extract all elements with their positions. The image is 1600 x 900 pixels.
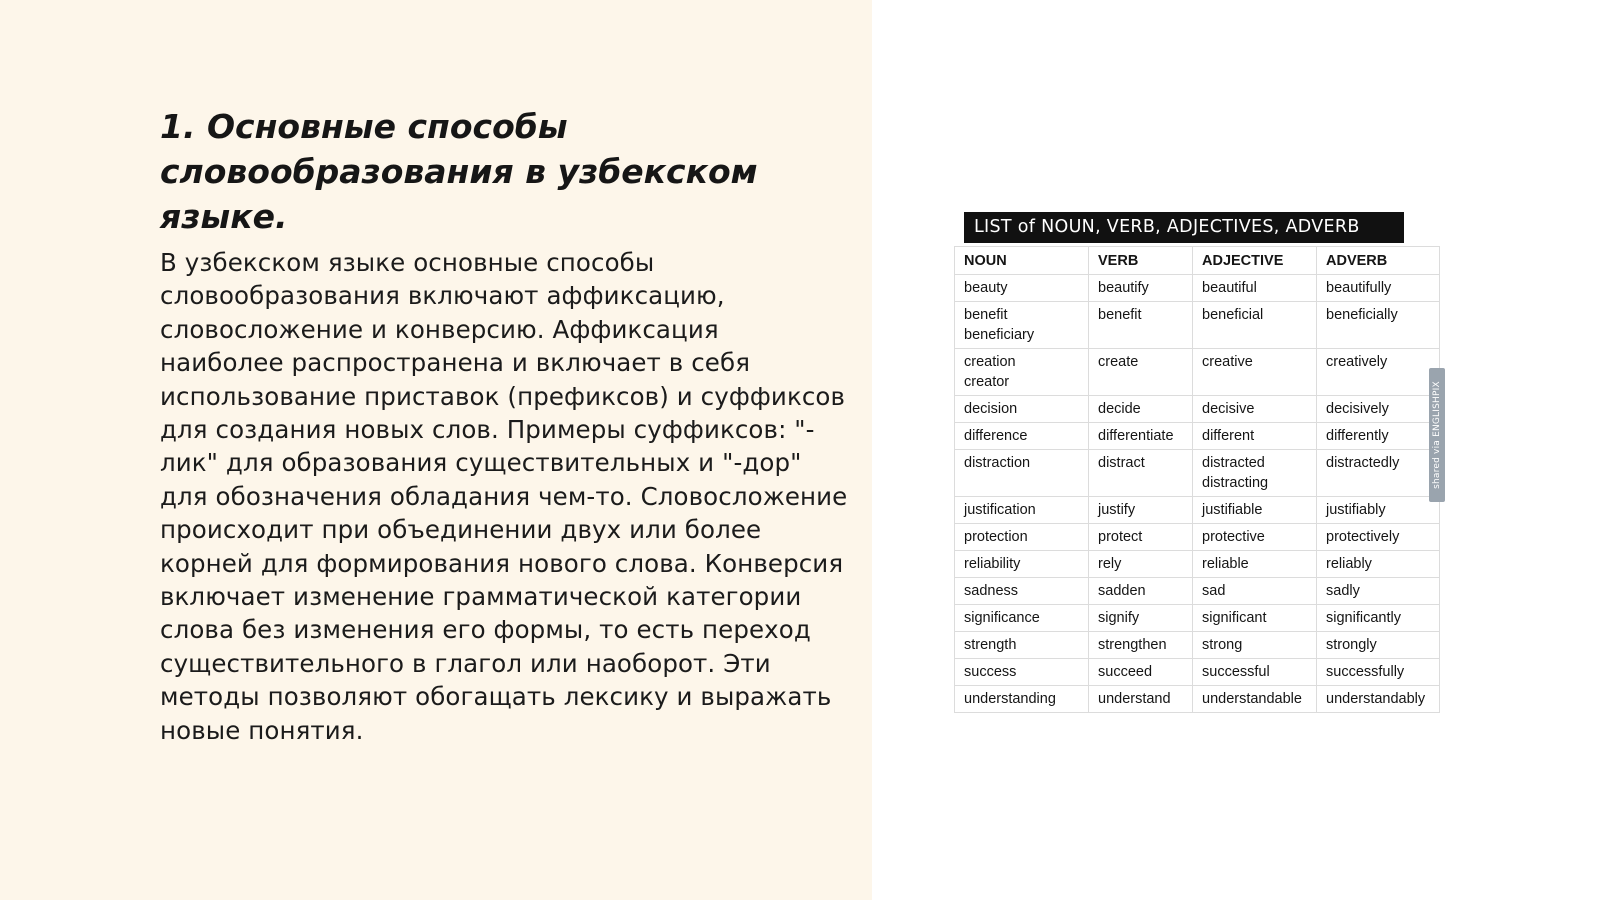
cell-word: beautify — [1098, 280, 1149, 296]
cell-word: beautiful — [1202, 280, 1257, 296]
cell-word: reliability — [964, 556, 1021, 572]
slide-title: 1. Основные способы словообразования в узбекском языке. — [160, 107, 758, 236]
word-forms-table-image — [954, 212, 1444, 707]
cell-word: success — [964, 664, 1017, 680]
table-cell-adjective — [1193, 686, 1317, 713]
cell-word: understand — [1098, 691, 1171, 707]
cell-word: signify — [1098, 610, 1140, 626]
cell-word: understandably — [1326, 691, 1426, 707]
table-cell-verb — [1089, 659, 1193, 686]
table-cell-adverb — [1317, 497, 1440, 524]
header-adjective: ADJECTIVE — [1193, 247, 1317, 275]
table-cell-verb — [1089, 632, 1193, 659]
table-cell-noun — [955, 275, 1089, 302]
table-cell-verb — [1089, 349, 1193, 396]
cell-word: understandable — [1202, 691, 1302, 707]
cell-word: strongly — [1326, 637, 1377, 653]
cell-word: strength — [964, 637, 1017, 653]
table-cell-noun — [955, 302, 1089, 349]
table-cell-adverb — [1317, 275, 1440, 302]
cell-word: protect — [1098, 529, 1143, 545]
table-cell-adjective — [1193, 423, 1317, 450]
table-row — [955, 524, 1440, 551]
table-header-row — [955, 247, 1440, 275]
cell-word: creative — [1202, 354, 1253, 370]
cell-word: creator — [964, 374, 1010, 390]
table-cell-verb — [1089, 302, 1193, 349]
table-cell-noun — [955, 349, 1089, 396]
table-cell-verb — [1089, 450, 1193, 497]
cell-word: reliably — [1326, 556, 1372, 572]
table-cell-adverb — [1317, 524, 1440, 551]
table-cell-verb — [1089, 551, 1193, 578]
table-cell-noun — [955, 632, 1089, 659]
cell-word: beautifully — [1326, 280, 1392, 296]
cell-word: sadness — [964, 583, 1019, 599]
table-cell-adjective — [1193, 632, 1317, 659]
cell-word: create — [1098, 354, 1139, 370]
table-cell-adjective — [1193, 396, 1317, 423]
cell-word: justifiably — [1326, 502, 1386, 518]
table-cell-adverb — [1317, 659, 1440, 686]
table-row — [955, 302, 1440, 349]
table-cell-verb — [1089, 524, 1193, 551]
cell-word: protectively — [1326, 529, 1400, 545]
table-row — [955, 686, 1440, 713]
table-cell-noun — [955, 605, 1089, 632]
cell-word: creation — [964, 354, 1016, 370]
cell-word: successfully — [1326, 664, 1405, 680]
cell-word: strengthen — [1098, 637, 1167, 653]
watermark-text: shared via ENGLISHPIX — [1432, 381, 1442, 489]
table-cell-noun — [955, 423, 1089, 450]
table-cell-adverb — [1317, 605, 1440, 632]
cell-word: successful — [1202, 664, 1270, 680]
table-body — [955, 275, 1440, 713]
cell-word: decisively — [1326, 401, 1389, 417]
table-cell-adjective — [1193, 450, 1317, 497]
table-cell-adjective — [1193, 578, 1317, 605]
table-cell-noun — [955, 524, 1089, 551]
table-banner: LIST of NOUN, VERB, ADJECTIVES, ADVERB — [964, 212, 1404, 243]
header-noun: NOUN — [955, 247, 1089, 275]
table-cell-noun — [955, 497, 1089, 524]
cell-word: rely — [1098, 556, 1122, 572]
cell-word: sadden — [1098, 583, 1146, 599]
cell-word: significance — [964, 610, 1040, 626]
table-row — [955, 605, 1440, 632]
table-cell-adjective — [1193, 659, 1317, 686]
cell-word: justifiable — [1202, 502, 1263, 518]
cell-word: decide — [1098, 401, 1141, 417]
table-row — [955, 632, 1440, 659]
table-row — [955, 450, 1440, 497]
cell-word: sad — [1202, 583, 1226, 599]
table-cell-verb — [1089, 497, 1193, 524]
table-cell-adjective — [1193, 605, 1317, 632]
cell-word: reliable — [1202, 556, 1249, 572]
table-cell-adverb — [1317, 578, 1440, 605]
cell-word: differently — [1326, 428, 1389, 444]
cell-word: decision — [964, 401, 1018, 417]
table-cell-adverb — [1317, 632, 1440, 659]
table-cell-verb — [1089, 423, 1193, 450]
cell-word: decisive — [1202, 401, 1255, 417]
cell-word: distractedly — [1326, 455, 1400, 471]
table-row — [955, 551, 1440, 578]
table-cell-adverb — [1317, 396, 1440, 423]
cell-word: difference — [964, 428, 1028, 444]
table-cell-adjective — [1193, 275, 1317, 302]
table-cell-adjective — [1193, 497, 1317, 524]
cell-word: distracting — [1202, 475, 1269, 491]
table-cell-noun — [955, 659, 1089, 686]
table-cell-verb — [1089, 275, 1193, 302]
watermark-badge — [1429, 368, 1445, 502]
table-row — [955, 349, 1440, 396]
table-cell-noun — [955, 578, 1089, 605]
table-cell-adjective — [1193, 349, 1317, 396]
cell-word: strong — [1202, 637, 1243, 653]
table-cell-adverb — [1317, 686, 1440, 713]
word-forms-table — [954, 246, 1440, 713]
table-cell-noun — [955, 450, 1089, 497]
table-cell-verb — [1089, 605, 1193, 632]
table-cell-adverb — [1317, 302, 1440, 349]
cell-word: sadly — [1326, 583, 1360, 599]
cell-word: significant — [1202, 610, 1267, 626]
table-row — [955, 659, 1440, 686]
table-row — [955, 578, 1440, 605]
table-cell-verb — [1089, 686, 1193, 713]
table-cell-adjective — [1193, 524, 1317, 551]
table-cell-verb — [1089, 396, 1193, 423]
cell-word: beneficial — [1202, 307, 1264, 323]
cell-word: differentiate — [1098, 428, 1174, 444]
cell-word: beneficiary — [964, 327, 1035, 343]
cell-word: distracted — [1202, 455, 1265, 471]
table-cell-noun — [955, 551, 1089, 578]
table-cell-noun — [955, 396, 1089, 423]
table-cell-noun — [955, 686, 1089, 713]
cell-word: protection — [964, 529, 1028, 545]
header-adverb: ADVERB — [1317, 247, 1440, 275]
table-cell-adverb — [1317, 450, 1440, 497]
slide-body-text: В узбекском языке основные способы словообразования включают аффиксацию, словосложение и конверсию. Аффиксация наиболее распространена и включает в себя использование приставок (префиксов) и суффиксов для создания новых слов. Примеры суффиксов: "-лик" для образования существительных и "-дор" для обозначения обладания чем-то. Словосложение происходит при объединении двух или более корней для формирования нового слова. Конверсия включает изменение грамматической категории слова без изменения его формы, то есть переход существительного в глагол или наоборот. Эти методы позволяют обогащать лексику и выражать новые понятия. — [160, 248, 848, 745]
table-cell-adjective — [1193, 551, 1317, 578]
header-verb: VERB — [1089, 247, 1193, 275]
cell-word: justify — [1098, 502, 1136, 518]
cell-word: understanding — [964, 691, 1056, 707]
cell-word: protective — [1202, 529, 1265, 545]
table-cell-adverb — [1317, 423, 1440, 450]
cell-word: justification — [964, 502, 1036, 518]
cell-word: different — [1202, 428, 1255, 444]
table-row — [955, 497, 1440, 524]
table-cell-verb — [1089, 578, 1193, 605]
cell-word: benefit — [1098, 307, 1142, 323]
table-row — [955, 423, 1440, 450]
cell-word: distract — [1098, 455, 1145, 471]
table-cell-adjective — [1193, 302, 1317, 349]
table-cell-adverb — [1317, 551, 1440, 578]
cell-word: creatively — [1326, 354, 1388, 370]
cell-word: distraction — [964, 455, 1031, 471]
table-row — [955, 396, 1440, 423]
cell-word: benefit — [964, 307, 1008, 323]
cell-word: beneficially — [1326, 307, 1398, 323]
cell-word: succeed — [1098, 664, 1153, 680]
table-row — [955, 275, 1440, 302]
table-cell-adverb — [1317, 349, 1440, 396]
cell-word: significantly — [1326, 610, 1401, 626]
cell-word: beauty — [964, 280, 1008, 296]
